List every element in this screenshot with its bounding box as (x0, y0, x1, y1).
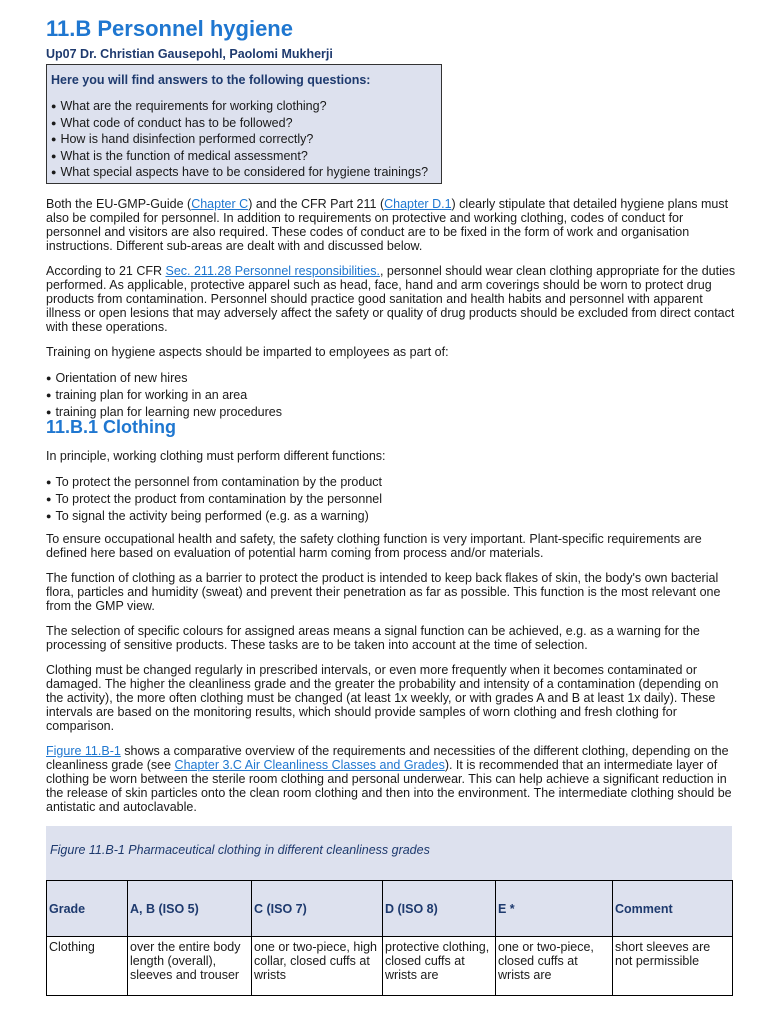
questions-heading: Here you will find answers to the following questions: (51, 73, 371, 87)
table-cell: protective clothing, closed cuffs at wrists are (383, 937, 496, 996)
link-chapter-c[interactable]: Chapter C (191, 197, 249, 211)
table-header-row (47, 881, 733, 937)
list-item: ● To signal the activity being performed (e.g. as a warning) (46, 508, 382, 525)
list-item: ● training plan for learning new procedures (46, 404, 282, 421)
paragraph-colours: The selection of specific colours for assigned areas means a signal function can be achieved, e.g. as a warning for the processing of sensitive products. These tasks are to be taken into account at the time of selection. (46, 624, 700, 652)
table-cell: Clothing (47, 937, 128, 996)
question-item: ● What are the requirements for working clothing? (51, 99, 437, 116)
text-span: ) clearly stipulate that detailed hygiene plans must also be compiled for personnel. In addition to requirements on protective and working clothing, codes of conduct for personnel and visitors are also required. These codes of conduct are to be fixed in the form of work and organisation instructions. Different sub-areas are dealt with and discussed below. (46, 197, 729, 253)
paragraph-safety: To ensure occupational health and safety, the safety clothing function is very important. Plant-specific requirements are defined here based on evaluation of potential harm coming from process and/or materials. (46, 532, 702, 560)
table-cell: over the entire body length (overall), sleeves and trouser (128, 937, 252, 996)
page-title: 11.B Personnel hygiene (46, 16, 293, 41)
questions-box (46, 64, 442, 184)
table-header-cell: C (ISO 7) (252, 881, 383, 937)
text-span: Both the EU-GMP-Guide ( (46, 197, 192, 211)
table-header-cell: Comment (613, 881, 733, 937)
table-cell: short sleeves are not permissible (613, 937, 733, 996)
question-item: ● What special aspects have to be considered for hygiene trainings? (51, 165, 437, 182)
list-item: ● To protect the product from contamination by the personnel (46, 491, 382, 508)
text-span: According to 21 CFR (46, 264, 166, 278)
clothing-functions-list (46, 474, 382, 525)
table-row (47, 937, 733, 996)
paragraph-change: Clothing must be changed regularly in prescribed intervals, or even more frequently when it becomes contaminated or damaged. The higher the cleanliness grade and the greater the probability and intensity of a contamination (depending on the activity), the more often clothing must be changed (at least 1x weekly, or with grades A and B at least 1x daily). These intervals are based on the monitoring results, which should provide samples of worn clothing and fresh clothing for comparison. (46, 663, 719, 733)
authors: Up07 Dr. Christian Gausepohl, Paolomi Mukherji (46, 47, 333, 61)
table-cell: one or two-piece, closed cuffs at wrists are (496, 937, 613, 996)
link-figure-11b1[interactable]: Figure 11.B-1 (46, 744, 121, 758)
list-item: ● training plan for working in an area (46, 387, 282, 404)
list-item: ● Orientation of new hires (46, 370, 282, 387)
table-cell: one or two-piece, high collar, closed cuffs at wrists (252, 937, 383, 996)
link-chapter-d1[interactable]: Chapter D.1 (384, 197, 452, 211)
paragraph-barrier: The function of clothing as a barrier to protect the product is intended to keep back flakes of skin, the body's own bacterial flora, particles and humidity (sweat) and prevent their penetration as far as possible. This function is the most relevant one from the GMP view. (46, 571, 721, 613)
text-span: ) and the CFR Part 211 ( (248, 197, 385, 211)
table-header-cell: A, B (ISO 5) (128, 881, 252, 937)
link-chapter-3c[interactable]: Chapter 3.C Air Cleanliness Classes and Grades (174, 758, 445, 772)
paragraph-cfr (46, 264, 736, 334)
training-list (46, 370, 282, 421)
list-item: ● To protect the personnel from contamination by the product (46, 474, 382, 491)
text-span: ). It is recommended that an intermediate layer of clothing be worn between the sterile room clothing and personal underwear. This can help achieve a significant reduction in the release of skin particles onto the clean room clothing and then into the environment. The intermediate clothing should be antistatic and autoclavable. (46, 758, 732, 814)
questions-list (51, 99, 437, 182)
table-header-cell: D (ISO 8) (383, 881, 496, 937)
question-item: ● How is hand disinfection performed correctly? (51, 132, 437, 149)
paragraph-training: Training on hygiene aspects should be imparted to employees as part of: (46, 345, 449, 359)
table-header-cell: E * (496, 881, 613, 937)
text-span: shows a comparative overview of the requirements and necessities of the different clothing, depending on the cleanliness grade (see (46, 744, 729, 772)
link-sec-211-28[interactable]: Sec. 211.28 Personnel responsibilities. (165, 264, 380, 278)
clothing-table (46, 880, 733, 996)
table-header-cell: Grade (47, 881, 128, 937)
text-span: , personnel should wear clean clothing appropriate for the duties performed. As applicable, protective apparel such as head, face, hand and arm coverings should be worn to protect drug products from contamination. Personnel should practice good sanitation and health habits and personnel with apparent illness or open lesions that may adversely affect the safety or quality of drug products should be excluded from direct contact with these operations. (46, 264, 736, 334)
section-heading-clothing: 11.B.1 Clothing (46, 417, 177, 437)
paragraph-figure-ref (46, 744, 736, 814)
paragraph-clothing-intro: In principle, working clothing must perform different functions: (46, 449, 386, 463)
figure-caption: Figure 11.B-1 Pharmaceutical clothing in different cleanliness grades (46, 826, 732, 880)
question-item: ● What is the function of medical assessment? (51, 149, 437, 166)
paragraph-intro (46, 197, 736, 253)
question-item: ● What code of conduct has to be followed? (51, 116, 437, 133)
